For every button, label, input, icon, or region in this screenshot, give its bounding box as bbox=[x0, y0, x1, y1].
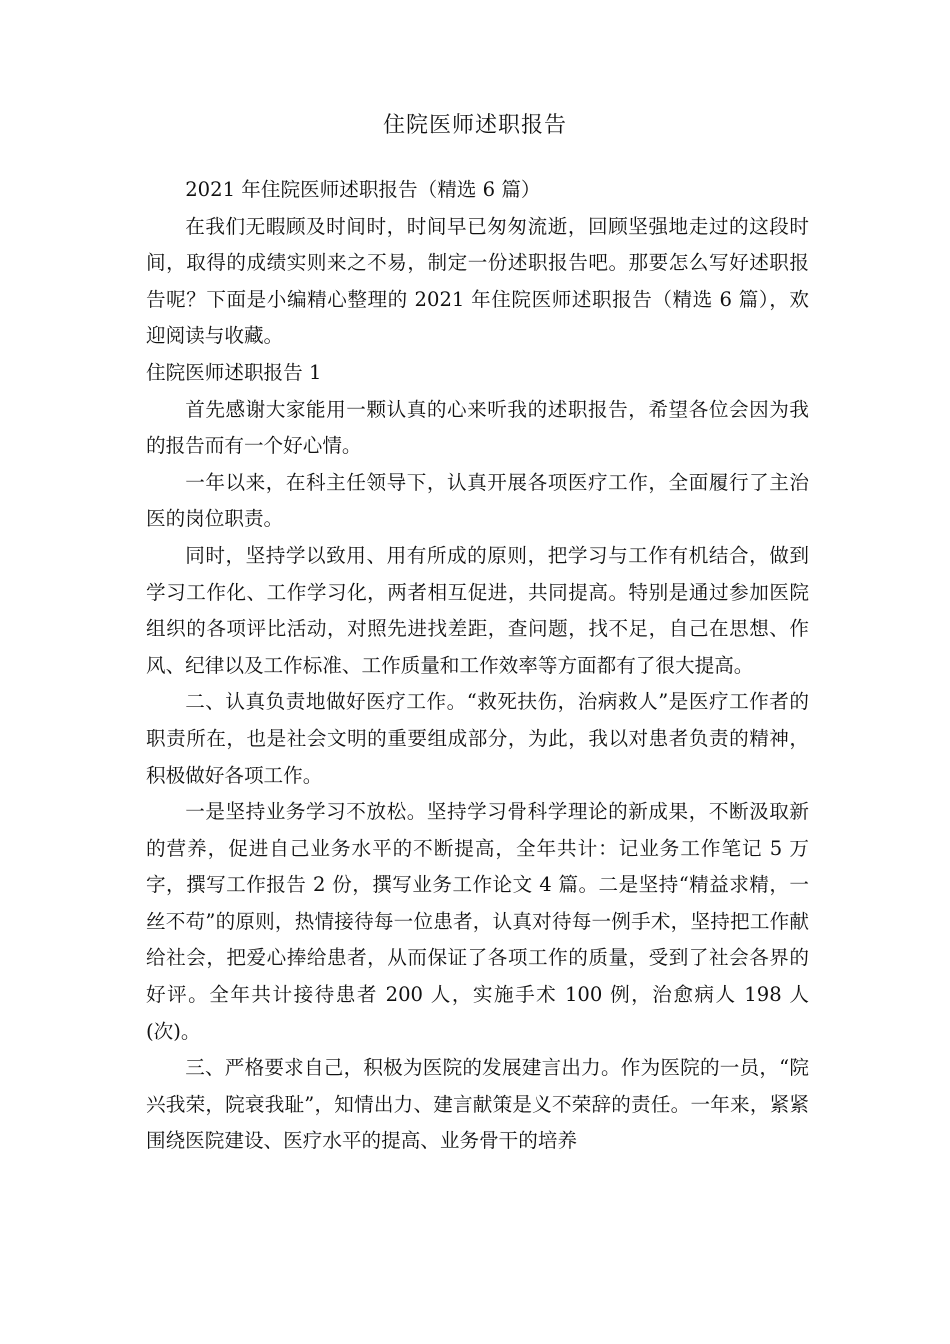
document-body bbox=[146, 172, 809, 1160]
section-heading: 住院医师述职报告 1 bbox=[146, 360, 322, 384]
paragraph-intro: 在我们无暇顾及时间时，时间早已匆匆流逝，回顾坚强地走过的这段时间，取得的成绩实则来之不易，制定一份述职报告吧。那要怎么写好述职报告呢？下面是小编精心整理的 2021 年住院医师述职报告（精选 6 篇），欢迎阅读与收藏。 bbox=[146, 214, 809, 348]
paragraph-subtitle: 2021 年住院医师述职报告（精选 6 篇） bbox=[185, 178, 541, 201]
paragraph: 三、严格要求自己，积极为医院的发展建言出力。作为医院的一员，“院兴我荣，院衰我耻”，知情出力、建言献策是义不荣辞的责任。一年来，紧紧围绕医院建设、医疗水平的提高、业务骨干的培养 bbox=[146, 1056, 809, 1153]
paragraph: 二、认真负责地做好医疗工作。“救死扶伤，治病救人”是医疗工作者的职责所在，也是社会文明的重要组成部分，为此，我以对患者负责的精神，积极做好各项工作。 bbox=[146, 690, 809, 787]
paragraph: 一年以来，在科主任领导下，认真开展各项医疗工作，全面履行了主治医的岗位职责。 bbox=[146, 470, 809, 531]
document-title: 住院医师述职报告 bbox=[382, 113, 567, 138]
paragraph: 首先感谢大家能用一颗认真的心来听我的述职报告，希望各位会因为我的报告而有一个好心情。 bbox=[146, 397, 809, 458]
paragraph: 同时，坚持学以致用、用有所成的原则，把学习与工作有机结合，做到学习工作化、工作学习化，两者相互促进，共同提高。特别是通过参加医院组织的各项评比活动，对照先进找差距，查问题，找不足，自己在思想、作风、纪律以及工作标准、工作质量和工作效率等方面都有了很大提高。 bbox=[146, 543, 809, 677]
paragraph: 一是坚持业务学习不放松。坚持学习骨科学理论的新成果，不断汲取新的营养，促进自己业务水平的不断提高，全年共计：记业务工作笔记 5 万字，撰写工作报告 2 份，撰写业务工作论文 4 篇。二是坚持“精益求精，一丝不苟”的原则，热情接待每一位患者，认真对待每一例手术，坚持把工作献给社会，把爱心捧给患者，从而保证了各项工作的质量，受到了社会各界的好评。全年共计接待患者 200 人，实施手术 100 例，治愈病人 198 人(次)。 bbox=[146, 800, 809, 1043]
